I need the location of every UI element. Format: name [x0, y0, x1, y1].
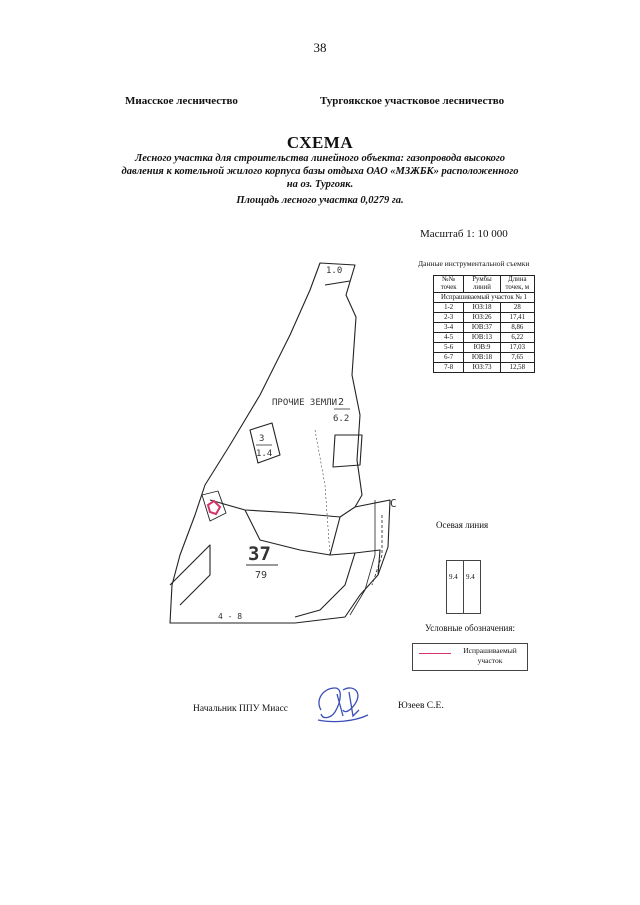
- parcel-37-area: 79: [255, 570, 268, 581]
- table-cell: 6,22: [500, 333, 534, 343]
- parcel-37-number: 37: [248, 543, 271, 565]
- table-cell: 28: [500, 303, 534, 313]
- table-row: [434, 363, 535, 373]
- table-cell: ЮВ:37: [464, 323, 500, 333]
- scale-label: Масштаб 1: 10 000: [420, 228, 508, 240]
- parcel-3-number: 3: [259, 434, 265, 444]
- north-label: С: [390, 497, 397, 510]
- survey-section-row: [434, 293, 535, 303]
- parcel-2-area: 6.2: [333, 414, 350, 424]
- header-district-forestry: Тургоякское участковое лесничество: [320, 95, 505, 107]
- table-cell: ЮВ:9: [464, 343, 500, 353]
- survey-header-row: [434, 276, 535, 293]
- map-small-parcel: [202, 491, 226, 521]
- parcel-2-number: 2: [338, 397, 345, 408]
- survey-section: Испрашиваемый участок № 1: [434, 293, 535, 303]
- map-division-line: [295, 553, 355, 617]
- table-cell: 4-5: [434, 333, 464, 343]
- table-cell: 6-7: [434, 353, 464, 363]
- table-cell: 2-3: [434, 313, 464, 323]
- header-forestry: Миасское лесничество: [125, 95, 238, 107]
- table-row: [434, 353, 535, 363]
- table-cell: 7-8: [434, 363, 464, 373]
- map-stream-line: [315, 430, 330, 555]
- survey-title: Данные инструментальной съемки: [418, 259, 530, 268]
- legend-requested-label: Испрашиваемый участок: [463, 646, 517, 665]
- table-cell: 12,58: [500, 363, 534, 373]
- map-division-line: [330, 517, 340, 555]
- signatory-name: Юзеев С.Е.: [398, 701, 444, 711]
- table-cell: 7,65: [500, 353, 534, 363]
- survey-col-bearings: Румбы линий: [464, 276, 500, 293]
- other-lands-label: ПРОЧИЕ ЗЕМЛИ: [272, 398, 338, 408]
- axis-line-box: [446, 560, 481, 614]
- parcel-3-area: 1.4: [256, 449, 273, 459]
- legend-title: Условные обозначения:: [425, 623, 516, 633]
- legend-requested-line: [419, 653, 451, 654]
- parcel-map: [150, 255, 410, 640]
- table-row: [434, 343, 535, 353]
- document-title: СХЕМА: [286, 133, 354, 152]
- subtitle-line-3: на оз. Тургояк.: [286, 179, 354, 190]
- table-cell: ЮЗ:73: [464, 363, 500, 373]
- table-cell: 17,03: [500, 343, 534, 353]
- survey-table: [433, 275, 535, 373]
- parcel-top-label: 1.0: [326, 266, 343, 276]
- map-division-line: [210, 500, 355, 517]
- table-cell: ЮВ:13: [464, 333, 500, 343]
- survey-col-points: №№ точек: [434, 276, 464, 293]
- subtitle-line-2: давления к котельной жилого корпуса базы отдыха ОАО «МЗЖБК» расположенного: [121, 166, 519, 177]
- survey-col-length: Длина точек, м: [500, 276, 534, 293]
- signatory-position: Начальник ППУ Миасс: [193, 704, 289, 714]
- axis-left-label: 9.4: [449, 573, 458, 581]
- map-division-line: [170, 545, 210, 605]
- table-cell: ЮЗ:26: [464, 313, 500, 323]
- table-row: [434, 313, 535, 323]
- parcel-bottom-label: 4 - 8: [218, 612, 243, 621]
- table-cell: 17,41: [500, 313, 534, 323]
- table-row: [434, 303, 535, 313]
- axis-line-title: Осевая линия: [436, 520, 489, 530]
- area-line: Площадь лесного участка 0,0279 га.: [236, 195, 404, 206]
- subtitle-line-1: Лесного участка для строительства линейного объекта: газопровода высокого: [134, 153, 505, 164]
- table-cell: 3-4: [434, 323, 464, 333]
- map-outer-boundary: [170, 263, 390, 623]
- table-row: [434, 333, 535, 343]
- table-cell: ЮЗ:18: [464, 303, 500, 313]
- requested-parcel: [208, 501, 220, 514]
- table-row: [434, 323, 535, 333]
- axis-center-line: [463, 561, 464, 613]
- map-division-line: [325, 281, 350, 285]
- legend-box: [412, 643, 528, 671]
- signature-icon: [313, 680, 373, 725]
- document-subtitle: [95, 152, 545, 191]
- table-cell: 5-6: [434, 343, 464, 353]
- table-cell: 1-2: [434, 303, 464, 313]
- table-cell: ЮВ:18: [464, 353, 500, 363]
- page-number: 38: [313, 40, 327, 55]
- axis-right-label: 9.4: [466, 573, 475, 581]
- table-cell: 8,86: [500, 323, 534, 333]
